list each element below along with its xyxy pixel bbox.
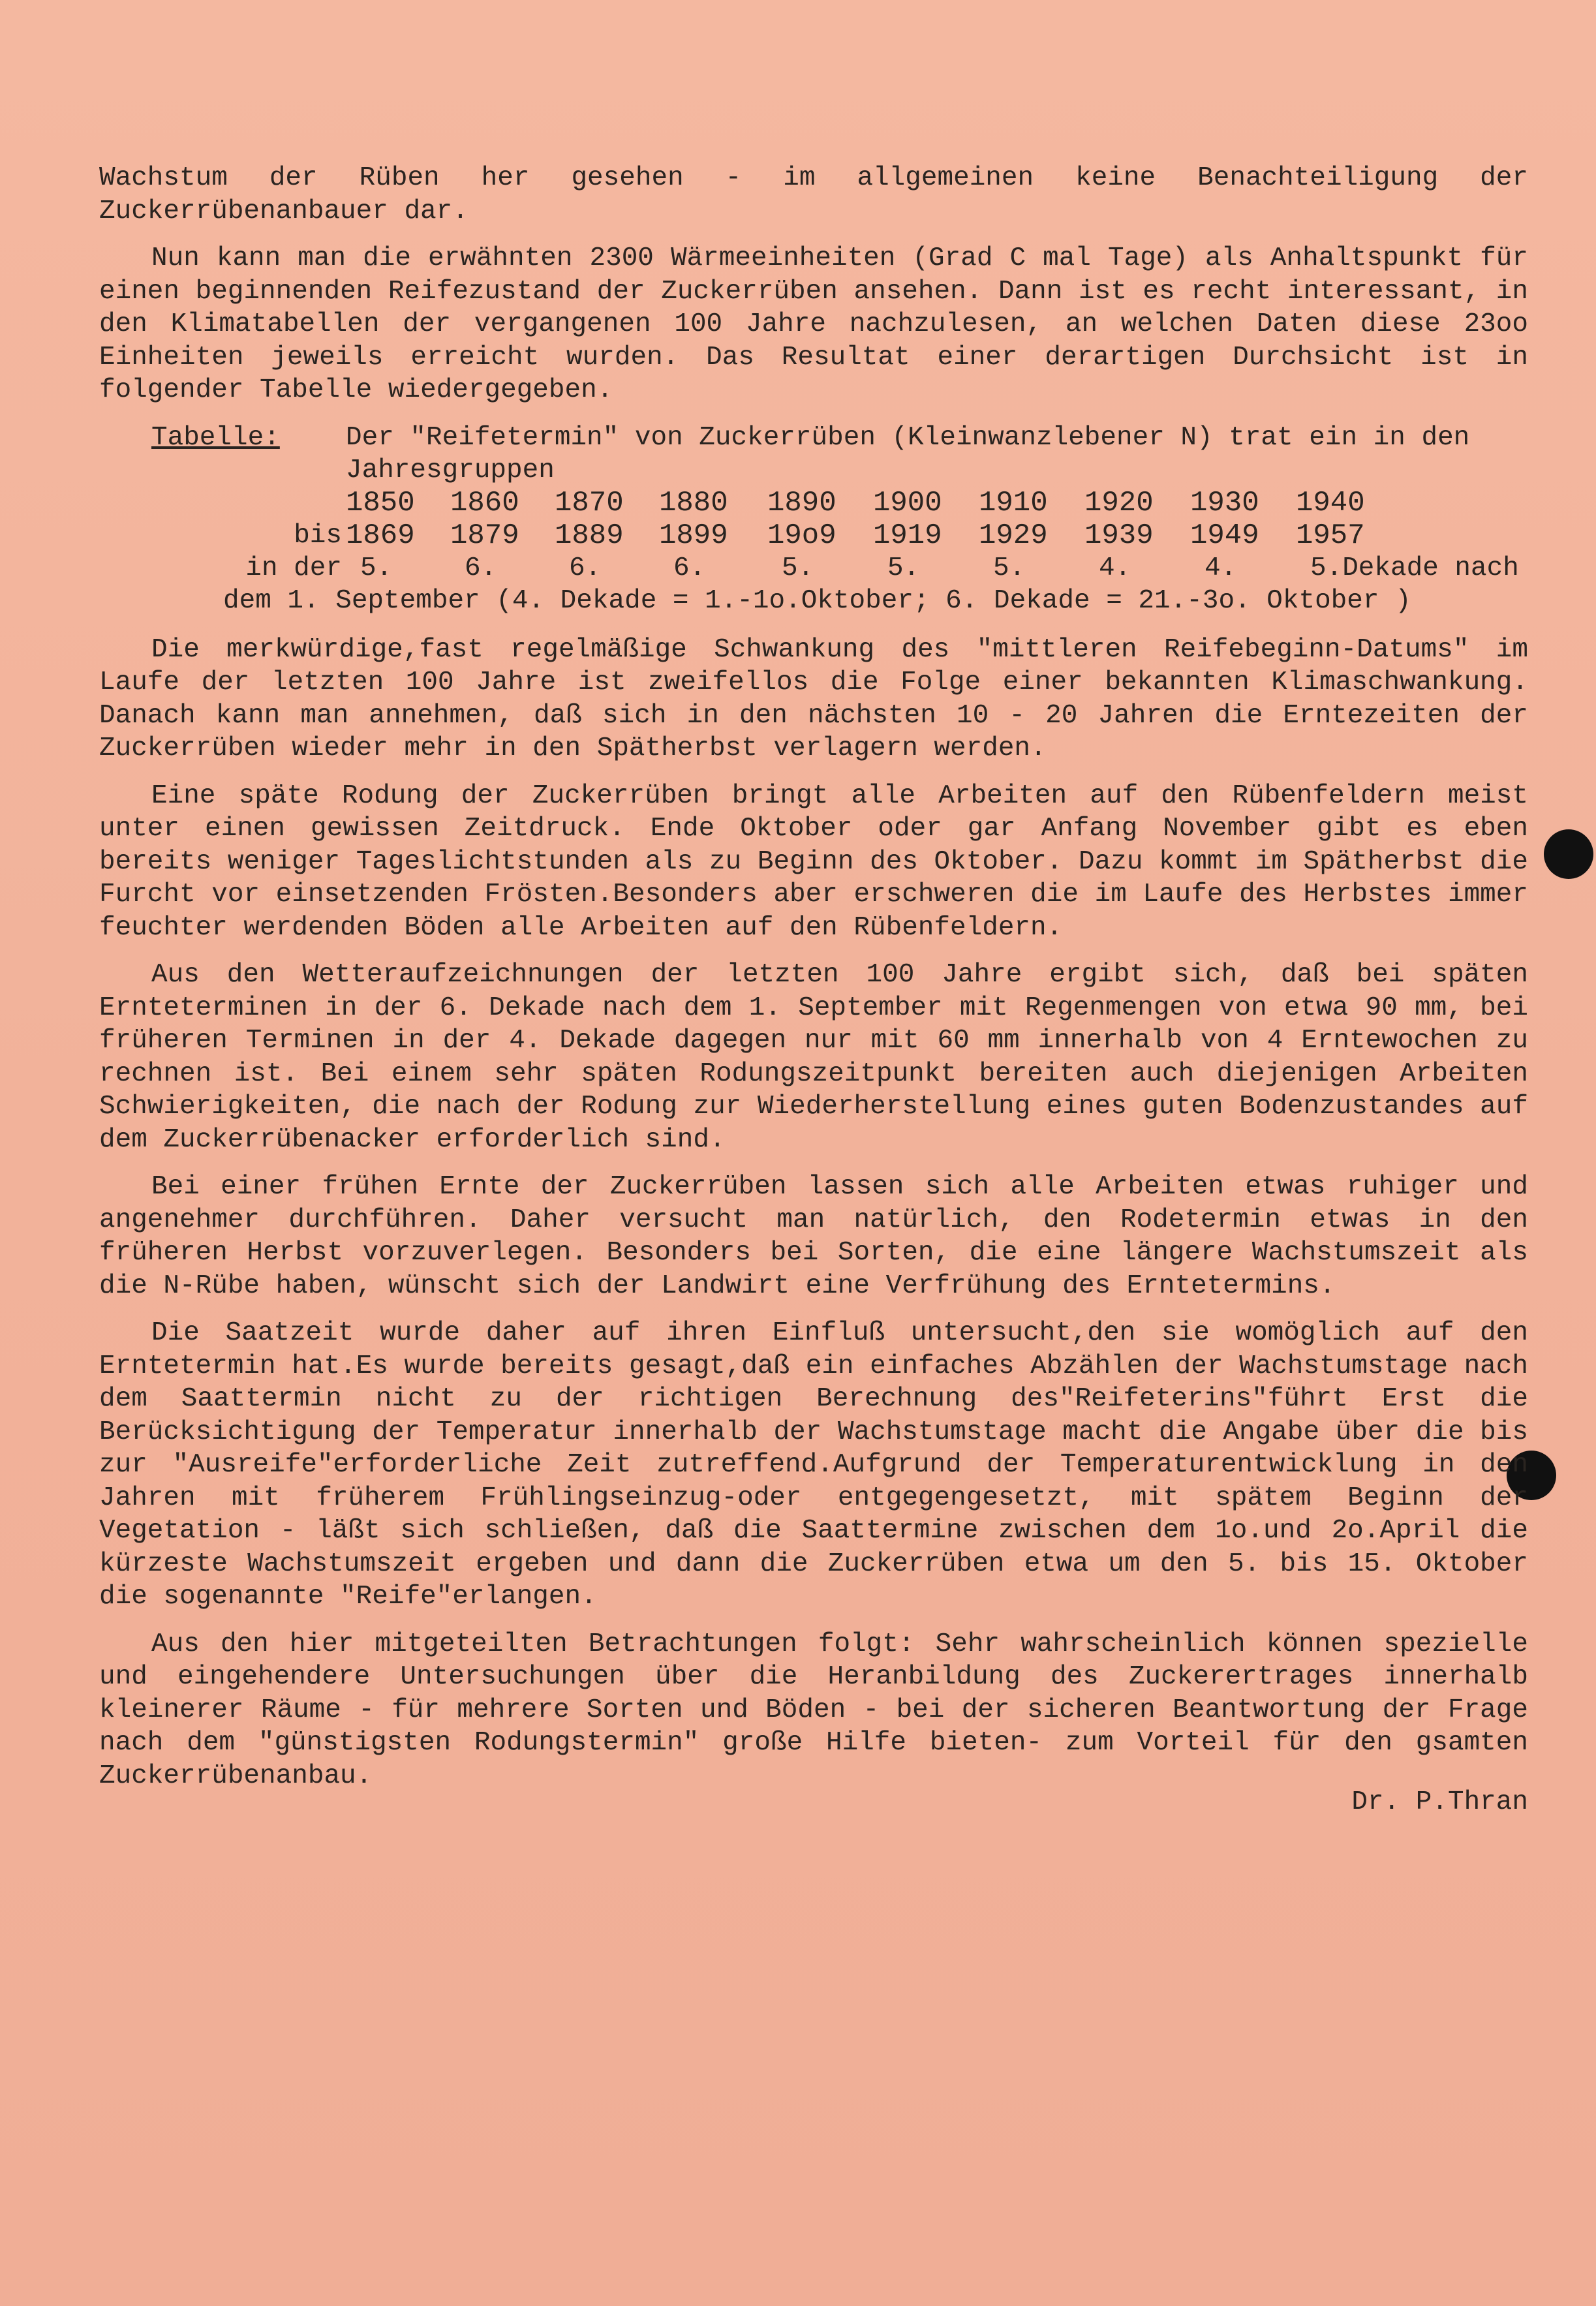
year-cell: 19o9: [767, 519, 836, 552]
author-signature: Dr. P.Thran: [1351, 1787, 1528, 1817]
punch-hole-top: [1544, 829, 1593, 879]
from-years-row: [99, 487, 1528, 519]
paragraph-waermeeinheiten: Nun kann man die erwähnten 2300 Wärmeeinheiten (Grad C mal Tage) als Anhaltspunkt für einen beginnenden Reifezustand der Zuckerrüben ansehen. Dann ist es recht interessant, in den Klimatabellen der vergangenen 100 Jahre nachzulesen, an welchen Daten diese 23oo Einheiten jeweils erreicht wurden. Das Resultat einer derartigen Durchsicht ist in folgender Tabelle wiedergegeben.: [99, 243, 1528, 405]
paragraph-intro: Wachstum der Rüben her gesehen - im allgemeinen keine Benachteiligung der Zuckerrübenanbauer dar.: [99, 163, 1528, 226]
year-cell: 1919: [873, 519, 942, 552]
year-cell: 1929: [979, 519, 1048, 552]
bis-label: bis: [294, 520, 342, 551]
dekade-cell: 6.: [673, 553, 706, 583]
year-cell: 1900: [873, 486, 942, 519]
year-cell: 1850: [346, 486, 415, 519]
dekade-cell: 5.: [360, 553, 393, 583]
dekade-cell: 5.: [887, 553, 920, 583]
year-cell: 1957: [1296, 519, 1365, 552]
year-cell: 1870: [555, 486, 624, 519]
year-cell: 1880: [659, 486, 728, 519]
year-cell: 1910: [979, 486, 1048, 519]
paragraph-wetteraufzeichnungen: Aus den Wetteraufzeichnungen der letzten 100 Jahre ergibt sich, daß bei späten Ernteterminen in der 6. Dekade nach dem 1. September mit Regenmengen von etwa 90 mm, bei früheren Terminen in der 4. Dekade dagegen nur mit 60 mm innerhalb von 4 Erntewochen zu rechnen ist. Bei einem sehr späten Rodungszeitpunkt bereiten auch diejenigen Arbeiten Schwierigkeiten, die nach der Rodung zur Wiederherstellung eines guten Bodenzustandes auf dem Zuckerrübenacker erforderlich sind.: [99, 960, 1528, 1155]
to-years-row: [99, 519, 1528, 552]
dekade-cell: 4.: [1205, 553, 1237, 583]
year-cell: 1860: [450, 486, 519, 519]
year-cell: 1899: [659, 519, 728, 552]
dekade-cell: 5.Dekade nach: [1310, 553, 1519, 583]
year-cell: 1939: [1084, 519, 1154, 552]
paragraph-schwankung: Die merkwürdige,fast regelmäßige Schwankung des "mittleren Reifebeginn-Datums" im Laufe der letzten 100 Jahre ist zweifellos die Folge einer bekannten Klimaschwankung. Danach kann man annehmen, daß sich in den nächsten 10 - 20 Jahren die Erntezeiten der Zuckerrüben wieder mehr in den Spätherbst verlagern werden.: [99, 634, 1528, 763]
year-cell: 1889: [555, 519, 624, 552]
dekade-cell: 4.: [1099, 553, 1131, 583]
in-der-label: in der: [245, 553, 342, 583]
table-caption: Der "Reifetermin" von Zuckerrüben (Kleinwanzlebener N) trat ein in den Jahresgruppen: [346, 422, 1470, 485]
dekade-cell: 6.: [569, 553, 602, 583]
year-cell: 1920: [1084, 486, 1154, 519]
document-body: [99, 162, 1528, 1819]
dekade-cell: 5.: [782, 553, 814, 583]
paragraph-fruehe-ernte: Bei einer frühen Ernte der Zuckerrüben lassen sich alle Arbeiten etwas ruhiger und angenehmer durchführen. Daher versucht man natürlich, den Rodetermin etwas in den früheren Herbst vorzuverlegen. Besonders bei Sorten, die eine längere Wachstumszeit als die N-Rübe haben, wünscht sich der Landwirt eine Verfrühung des Erntetermins.: [99, 1172, 1528, 1301]
year-cell: 1940: [1296, 486, 1365, 519]
dekade-row: [99, 552, 1528, 585]
paragraph-fazit: Aus den hier mitgeteilten Betrachtungen folgt: Sehr wahrscheinlich können spezielle und eingehendere Untersuchungen über die Heranbildung des Zuckerertrages innerhalb kleinerer Räume - für mehrere Sorten und Böden - bei der sicheren Beantwortung der Frage nach dem "günstigsten Rodungstermin" große Hilfe bieten- zum Vorteil für den gsamten Zuckerrübenanbau.: [99, 1629, 1528, 1791]
year-cell: 1930: [1190, 486, 1259, 519]
table-label: Tabelle:: [151, 422, 280, 453]
table-footer: dem 1. September (4. Dekade = 1.-1o.Oktober; 6. Dekade = 21.-3o. Oktober ): [223, 585, 1411, 616]
paragraph-spaete-rodung: Eine späte Rodung der Zuckerrüben bringt alle Arbeiten auf den Rübenfeldern meist unter einen gewissen Zeitdruck. Ende Oktober oder gar Anfang November gibt es eben bereits weniger Tageslichtstunden als zu Beginn des Oktober. Dazu kommt im Spätherbst die Furcht vor einsetzenden Frösten.Besonders aber erschweren die im Laufe des Herbstes immer feuchter werdenden Böden alle Arbeiten auf den Rübenfeldern.: [99, 780, 1528, 943]
reifetermin-table: [99, 422, 1528, 619]
year-cell: 1949: [1190, 519, 1259, 552]
year-cell: 1879: [450, 519, 519, 552]
dekade-cell: 5.: [993, 553, 1026, 583]
year-cell: 1890: [767, 486, 836, 519]
paragraph-saatzeit: Die Saatzeit wurde daher auf ihren Einfluß untersucht,den sie womöglich auf den Erntetermin hat.Es wurde bereits gesagt,daß ein einfaches Abzählen der Wachstumstage nach dem Saattermin nicht zu der richtigen Berechnung des"Reifeterins"führt Erst die Berücksichtigung der Temperatur innerhalb der Wachstumstage macht die Angabe über die bis zur "Ausreife"erforderliche Zeit zutreffend.Aufgrund der Temperaturentwicklung in den Jahren mit früherem Frühlingseinzug-oder entgegengesetzt, mit spätem Beginn der Vegetation - läßt sich schließen, daß die Saattermine zwischen dem 1o.und 2o.April die kürzeste Wachstumszeit ergeben und dann die Zuckerrüben etwa um den 5. bis 15. Oktober die sogenannte "Reife"erlangen.: [99, 1318, 1528, 1612]
year-cell: 1869: [346, 519, 415, 552]
dekade-cell: 6.: [465, 553, 497, 583]
